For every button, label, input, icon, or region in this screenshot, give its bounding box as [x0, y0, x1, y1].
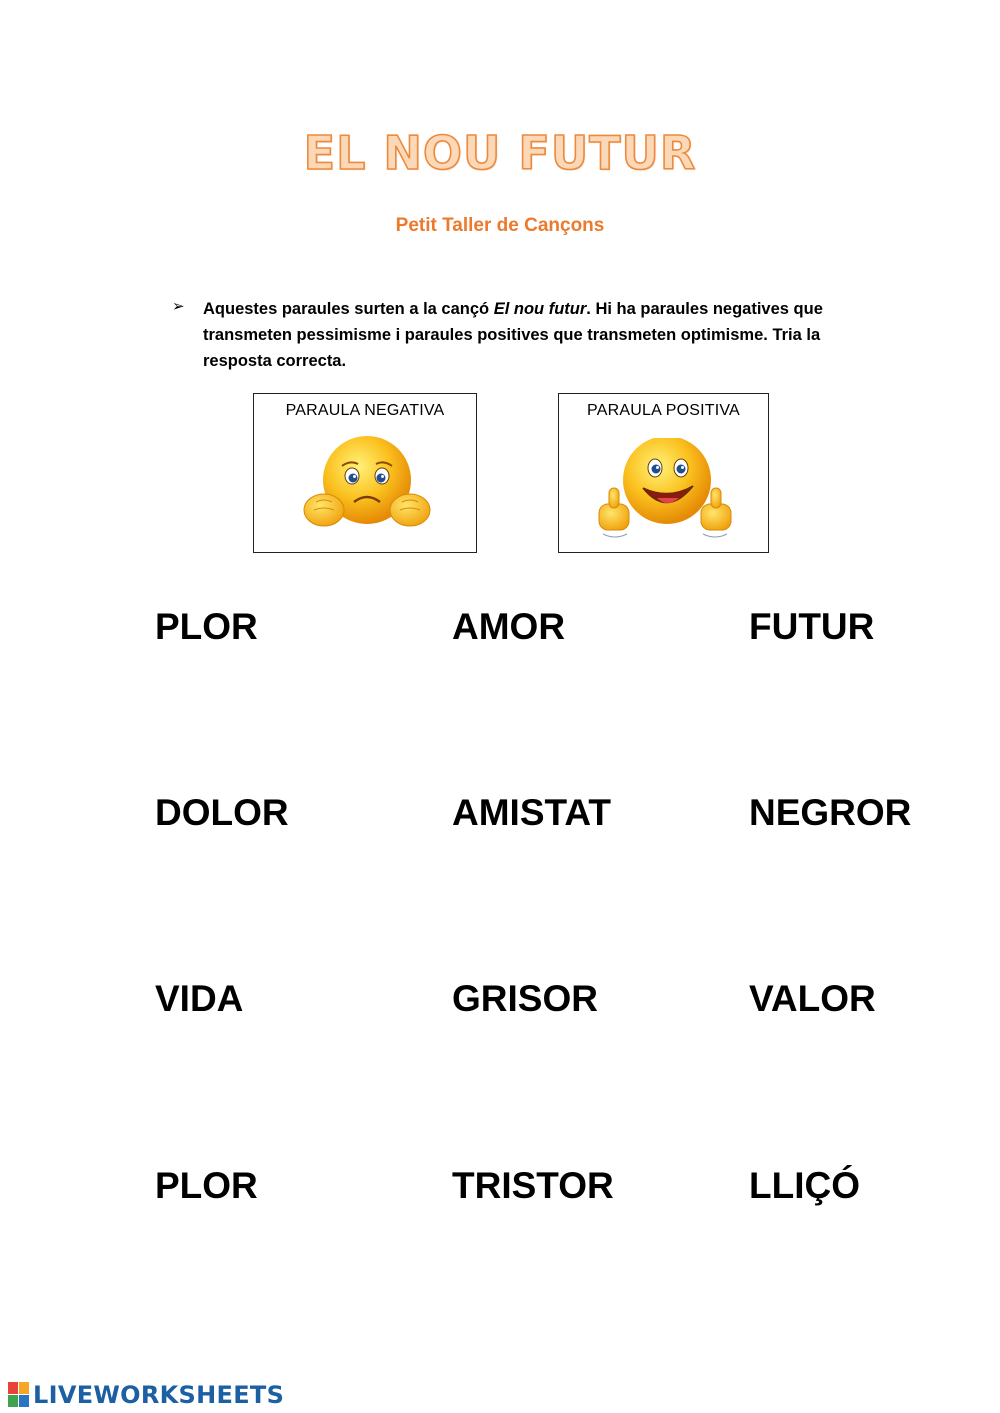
word-card[interactable]: TRISTOR [452, 1165, 614, 1206]
liveworksheets-mark-icon [8, 1382, 30, 1408]
word-card[interactable]: DOLOR [155, 792, 289, 833]
category-positive-label: PARAULA POSITIVA [587, 402, 740, 419]
worksheet-title: EL NOU FUTUR [303, 126, 697, 180]
word-card[interactable]: AMOR [452, 606, 566, 647]
word-card[interactable]: AMISTAT [452, 792, 611, 833]
liveworksheets-logo [8, 1378, 284, 1412]
category-positive-dropzone[interactable] [558, 393, 769, 553]
liveworksheets-brand-text: LIVEWORKSHEETS [33, 1381, 285, 1409]
category-negative-dropzone[interactable] [253, 393, 477, 553]
word-card[interactable]: NEGROR [749, 792, 912, 833]
instruction [172, 296, 872, 374]
word-card[interactable]: LLIÇÓ [749, 1165, 860, 1206]
word-card[interactable]: FUTUR [749, 606, 875, 647]
instruction-text: Aquestes paraules surten a la cançó El nou futur. Hi ha paraules negatives que transmeten pessimisme i paraules positives que transmeten optimisme. Tria la resposta correcta. [203, 300, 823, 370]
word-card[interactable]: VALOR [749, 978, 876, 1019]
worksheet-subtitle: Petit Taller de Cançons [395, 215, 605, 236]
word-card[interactable]: PLOR [155, 1165, 258, 1206]
word-card[interactable]: GRISOR [452, 978, 598, 1019]
word-card[interactable]: PLOR [155, 606, 258, 647]
sad-emoji-icon [302, 436, 432, 536]
arrow-bullet-icon: ➢ [172, 298, 185, 315]
song-title: El nou futur [493, 300, 587, 318]
word-card[interactable]: VIDA [155, 978, 244, 1019]
category-negative-label: PARAULA NEGATIVA [285, 402, 445, 419]
happy-thumbs-up-emoji-icon [595, 438, 735, 542]
